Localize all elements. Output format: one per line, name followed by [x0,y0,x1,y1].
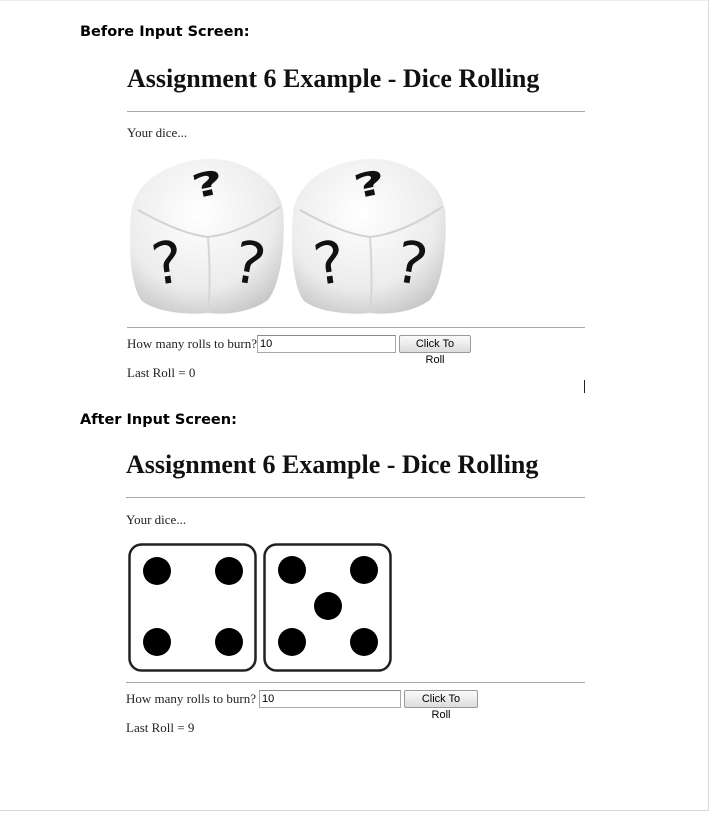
before-roll-button[interactable]: Click To Roll [399,335,471,353]
die-pip [350,628,378,656]
after-last-roll: Last Roll = 9 [126,720,195,735]
after-roll-button[interactable]: Click To Roll [404,690,478,708]
before-last-roll: Last Roll = 0 [127,365,196,380]
after-rolls-input[interactable] [259,690,401,708]
die-pip [278,628,306,656]
before-dice-caption: Your dice... [127,125,188,140]
before-rolls-input[interactable] [257,335,396,353]
text-cursor [584,380,585,393]
die-pip [215,628,243,656]
after-page-title: Assignment 6 Example - Dice Rolling [126,450,539,479]
die-pip [314,592,342,620]
die-right-face-glyph: ? [390,227,433,300]
before-section-label: Before Input Screen: [80,24,250,40]
die-pip [278,556,306,584]
die-four-icon [128,543,258,673]
die-pip [143,628,171,656]
die-pip [215,557,243,585]
die-top-face-glyph: ? [350,162,390,207]
unknown-die-icon [290,155,448,315]
after-dice-caption: Your dice... [126,512,187,527]
after-dice-divider [126,682,585,683]
die-left-face-glyph: ? [147,227,188,300]
die-top-face-glyph: ? [188,162,228,207]
die-pip [143,557,171,585]
die-pip [350,556,378,584]
before-dice-divider [127,327,585,328]
before-page-title: Assignment 6 Example - Dice Rolling [127,64,540,93]
before-rolls-label: How many rolls to burn? [127,336,257,351]
die-right-face-glyph: ? [228,227,271,300]
after-rolls-label: How many rolls to burn? [126,691,256,706]
die-five-icon [263,543,393,673]
die-left-face-glyph: ? [309,227,350,300]
after-title-divider [126,497,585,498]
before-title-divider [127,111,585,112]
unknown-die-icon [128,155,286,315]
after-section-label: After Input Screen: [80,412,237,428]
